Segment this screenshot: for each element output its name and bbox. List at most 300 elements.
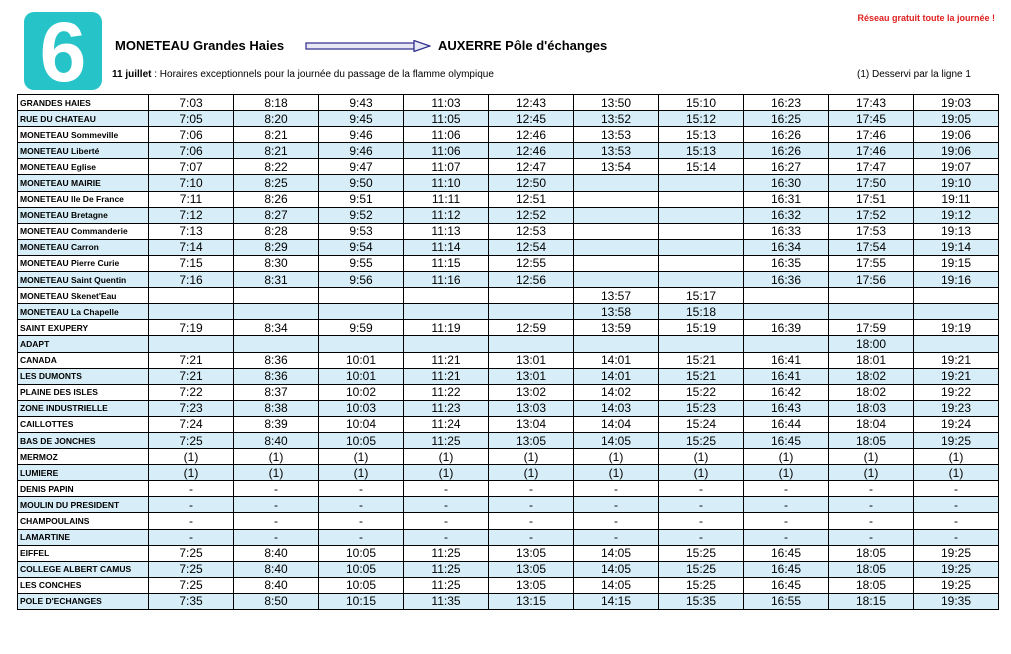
departure-time (404, 288, 489, 304)
stop-name: MONETEAU La Chapelle (18, 304, 149, 320)
timetable-row (18, 223, 999, 239)
departure-time: 14:02 (574, 384, 659, 400)
departure-time: 7:25 (149, 545, 234, 561)
departure-time (574, 255, 659, 271)
stop-name: MONETEAU Eglise (18, 159, 149, 175)
departure-time: 7:25 (149, 561, 234, 577)
departure-time (574, 336, 659, 352)
departure-time: 19:11 (914, 191, 999, 207)
stop-name: CANADA (18, 352, 149, 368)
departure-time: 9:43 (319, 95, 404, 111)
stop-name: MERMOZ (18, 449, 149, 465)
departure-time: (1) (914, 465, 999, 481)
departure-time: 16:36 (744, 272, 829, 288)
departure-time (574, 175, 659, 191)
departure-time: - (829, 529, 914, 545)
departure-time: 19:06 (914, 143, 999, 159)
departure-time: 8:21 (234, 127, 319, 143)
departure-time: 11:25 (404, 561, 489, 577)
departure-time (914, 288, 999, 304)
departure-time: 10:03 (319, 400, 404, 416)
departure-time: 11:06 (404, 143, 489, 159)
departure-time: 15:35 (659, 593, 744, 609)
departure-time: 12:50 (489, 175, 574, 191)
departure-time: - (404, 497, 489, 513)
departure-time: 18:02 (829, 384, 914, 400)
departure-time: (1) (914, 449, 999, 465)
timetable-row (18, 400, 999, 416)
departure-time: 13:58 (574, 304, 659, 320)
departure-time: 14:01 (574, 352, 659, 368)
departure-time: 16:23 (744, 95, 829, 111)
departure-time: 18:02 (829, 368, 914, 384)
departure-time: 16:41 (744, 368, 829, 384)
departure-time: 19:25 (914, 432, 999, 448)
departure-time (319, 336, 404, 352)
departure-time: 10:04 (319, 416, 404, 432)
departure-time (574, 239, 659, 255)
departure-time: 12:56 (489, 272, 574, 288)
departure-time (574, 191, 659, 207)
timetable-row (18, 368, 999, 384)
departure-time: 13:05 (489, 545, 574, 561)
departure-time: 18:05 (829, 432, 914, 448)
departure-time: 13:57 (574, 288, 659, 304)
departure-time (659, 175, 744, 191)
departure-time (744, 288, 829, 304)
departure-time: - (234, 513, 319, 529)
stop-name: MONETEAU MAIRIE (18, 175, 149, 191)
departure-time: 16:35 (744, 255, 829, 271)
departure-time: 8:27 (234, 207, 319, 223)
stop-name: ADAPT (18, 336, 149, 352)
departure-time: 15:10 (659, 95, 744, 111)
departure-time: 12:51 (489, 191, 574, 207)
departure-time: - (914, 529, 999, 545)
departure-time: 16:32 (744, 207, 829, 223)
departure-time (659, 207, 744, 223)
departure-time: 8:36 (234, 352, 319, 368)
departure-time (404, 336, 489, 352)
departure-time: 16:45 (744, 432, 829, 448)
departure-time: 15:25 (659, 545, 744, 561)
departure-time: 11:23 (404, 400, 489, 416)
stop-name: DENIS PAPIN (18, 481, 149, 497)
departure-time: 7:16 (149, 272, 234, 288)
departure-time: 17:52 (829, 207, 914, 223)
departure-time: 16:34 (744, 239, 829, 255)
departure-time (659, 272, 744, 288)
departure-time: 8:34 (234, 320, 319, 336)
note-date: 11 juillet (112, 69, 152, 80)
departure-time: 11:11 (404, 191, 489, 207)
departure-time: - (744, 497, 829, 513)
departure-time: 10:15 (319, 593, 404, 609)
departure-time: 14:05 (574, 561, 659, 577)
departure-time: 16:25 (744, 111, 829, 127)
departure-time: 15:14 (659, 159, 744, 175)
stop-name: BAS DE JONCHES (18, 432, 149, 448)
departure-time: 11:13 (404, 223, 489, 239)
departure-time (744, 336, 829, 352)
departure-time (489, 288, 574, 304)
departure-time: 19:35 (914, 593, 999, 609)
departure-time: (1) (319, 449, 404, 465)
departure-time (914, 304, 999, 320)
departure-time: 15:23 (659, 400, 744, 416)
departure-time: - (744, 481, 829, 497)
departure-time (914, 336, 999, 352)
departure-time: 7:21 (149, 368, 234, 384)
departure-time: 17:50 (829, 175, 914, 191)
departure-time: 8:29 (234, 239, 319, 255)
departure-time: - (404, 529, 489, 545)
stop-name: EIFFEL (18, 545, 149, 561)
departure-time: 14:05 (574, 432, 659, 448)
departure-time: 13:50 (574, 95, 659, 111)
origin-stop: MONETEAU Grandes Haies (115, 38, 285, 53)
timetable-row (18, 95, 999, 111)
departure-time: 13:04 (489, 416, 574, 432)
departure-time: 14:01 (574, 368, 659, 384)
departure-time: 7:11 (149, 191, 234, 207)
stop-name: MOULIN DU PRESIDENT (18, 497, 149, 513)
departure-time: 19:14 (914, 239, 999, 255)
timetable-row (18, 449, 999, 465)
departure-time: 19:10 (914, 175, 999, 191)
departure-time: 11:19 (404, 320, 489, 336)
departure-time: 7:25 (149, 577, 234, 593)
stop-name: GRANDES HAIES (18, 95, 149, 111)
stop-name: MONETEAU Commanderie (18, 223, 149, 239)
departure-time: 7:06 (149, 143, 234, 159)
departure-time: 18:00 (829, 336, 914, 352)
departure-time: (1) (149, 465, 234, 481)
departure-time: (1) (319, 465, 404, 481)
departure-time: 15:24 (659, 416, 744, 432)
departure-time: 19:24 (914, 416, 999, 432)
timetable-row (18, 384, 999, 400)
stop-name: MONETEAU Liberté (18, 143, 149, 159)
timetable-row (18, 416, 999, 432)
timetable-row (18, 239, 999, 255)
departure-time: (1) (744, 465, 829, 481)
departure-time: 13:03 (489, 400, 574, 416)
departure-time: - (489, 513, 574, 529)
departure-time: - (914, 513, 999, 529)
departure-time: 11:22 (404, 384, 489, 400)
departure-time: 7:03 (149, 95, 234, 111)
departure-time: (1) (404, 465, 489, 481)
departure-time: 19:12 (914, 207, 999, 223)
timetable (17, 94, 999, 610)
departure-time (574, 272, 659, 288)
departure-time: 13:52 (574, 111, 659, 127)
departure-time: 12:46 (489, 127, 574, 143)
departure-time: 8:39 (234, 416, 319, 432)
departure-time: - (234, 497, 319, 513)
departure-time: 8:40 (234, 561, 319, 577)
departure-time: 16:26 (744, 143, 829, 159)
departure-time: 18:01 (829, 352, 914, 368)
departure-time: 15:13 (659, 127, 744, 143)
departure-time: 17:55 (829, 255, 914, 271)
line-number: 6 (39, 5, 87, 99)
departure-time: 19:25 (914, 561, 999, 577)
departure-time: 14:03 (574, 400, 659, 416)
departure-time: - (829, 481, 914, 497)
departure-time: 14:05 (574, 577, 659, 593)
departure-time: 13:05 (489, 561, 574, 577)
timetable-row (18, 127, 999, 143)
departure-time: (1) (149, 449, 234, 465)
stop-name: RUE DU CHATEAU (18, 111, 149, 127)
departure-time: 7:05 (149, 111, 234, 127)
departure-time: 12:54 (489, 239, 574, 255)
departure-time: 17:46 (829, 143, 914, 159)
departure-time: 8:22 (234, 159, 319, 175)
stop-name: CAILLOTTES (18, 416, 149, 432)
departure-time: 7:21 (149, 352, 234, 368)
timetable-row (18, 288, 999, 304)
departure-time: 7:19 (149, 320, 234, 336)
departure-time (659, 223, 744, 239)
timetable-row (18, 207, 999, 223)
legend-note: (1) Desservi par la ligne 1 (857, 69, 971, 80)
departure-time: 11:24 (404, 416, 489, 432)
departure-time: (1) (659, 465, 744, 481)
departure-time: - (914, 481, 999, 497)
departure-time: 17:45 (829, 111, 914, 127)
departure-time: 19:16 (914, 272, 999, 288)
departure-time: 16:45 (744, 545, 829, 561)
departure-time: 16:39 (744, 320, 829, 336)
timetable-row (18, 352, 999, 368)
departure-time: 7:24 (149, 416, 234, 432)
departure-time: 10:05 (319, 432, 404, 448)
departure-time: 8:36 (234, 368, 319, 384)
departure-time: 13:59 (574, 320, 659, 336)
departure-time (234, 336, 319, 352)
departure-time: - (149, 497, 234, 513)
departure-time: 13:53 (574, 143, 659, 159)
departure-time (149, 304, 234, 320)
departure-time: 7:10 (149, 175, 234, 191)
departure-time: - (659, 513, 744, 529)
departure-time: - (319, 513, 404, 529)
departure-time: 7:14 (149, 239, 234, 255)
departure-time: 15:21 (659, 368, 744, 384)
departure-time: 12:55 (489, 255, 574, 271)
departure-time (234, 304, 319, 320)
departure-time: 19:05 (914, 111, 999, 127)
departure-time: 15:25 (659, 432, 744, 448)
timetable-row (18, 255, 999, 271)
departure-time: 15:19 (659, 320, 744, 336)
departure-time: 16:45 (744, 561, 829, 577)
departure-time: 19:15 (914, 255, 999, 271)
departure-time: 13:15 (489, 593, 574, 609)
departure-time: 9:53 (319, 223, 404, 239)
timetable-row (18, 191, 999, 207)
departure-time: (1) (829, 449, 914, 465)
departure-time: 11:21 (404, 352, 489, 368)
departure-time: 15:25 (659, 577, 744, 593)
departure-time: 11:21 (404, 368, 489, 384)
departure-time: 10:01 (319, 368, 404, 384)
departure-time: - (744, 513, 829, 529)
departure-time: 13:01 (489, 352, 574, 368)
departure-time: (1) (574, 465, 659, 481)
departure-time: 19:21 (914, 368, 999, 384)
stop-name: ZONE INDUSTRIELLE (18, 400, 149, 416)
timetable-row (18, 513, 999, 529)
departure-time: 19:23 (914, 400, 999, 416)
departure-time: - (829, 513, 914, 529)
schedule-note (112, 69, 494, 80)
stop-name: MONETEAU Pierre Curie (18, 255, 149, 271)
departure-time: 18:05 (829, 545, 914, 561)
departure-time: 9:47 (319, 159, 404, 175)
departure-time: 7:06 (149, 127, 234, 143)
departure-time: 13:54 (574, 159, 659, 175)
timetable-row (18, 304, 999, 320)
departure-time: 18:15 (829, 593, 914, 609)
departure-time: 16:43 (744, 400, 829, 416)
departure-time: (1) (489, 449, 574, 465)
departure-time: 17:43 (829, 95, 914, 111)
departure-time: 17:46 (829, 127, 914, 143)
departure-time: 9:45 (319, 111, 404, 127)
departure-time: 16:27 (744, 159, 829, 175)
departure-time: 10:05 (319, 545, 404, 561)
departure-time: - (404, 481, 489, 497)
departure-time: 13:02 (489, 384, 574, 400)
stop-name: LUMIERE (18, 465, 149, 481)
departure-time: 9:56 (319, 272, 404, 288)
departure-time: 16:30 (744, 175, 829, 191)
timetable-row (18, 561, 999, 577)
timetable-row (18, 529, 999, 545)
departure-time: 19:22 (914, 384, 999, 400)
departure-time: 8:30 (234, 255, 319, 271)
departure-time: 17:53 (829, 223, 914, 239)
departure-time: 13:53 (574, 127, 659, 143)
departure-time: 7:23 (149, 400, 234, 416)
timetable-row (18, 159, 999, 175)
departure-time: 12:59 (489, 320, 574, 336)
departure-time: 11:03 (404, 95, 489, 111)
free-network-notice: Réseau gratuit toute la journée ! (857, 13, 995, 23)
departure-time: 8:25 (234, 175, 319, 191)
departure-time: 12:47 (489, 159, 574, 175)
departure-time: 16:42 (744, 384, 829, 400)
departure-time: 10:05 (319, 561, 404, 577)
note-text: : Horaires exceptionnels pour la journée du passage de la flamme olympique (151, 69, 494, 80)
departure-time: 19:19 (914, 320, 999, 336)
departure-time: - (319, 481, 404, 497)
departure-time: 15:21 (659, 352, 744, 368)
departure-time: 11:25 (404, 545, 489, 561)
departure-time: (1) (234, 449, 319, 465)
departure-time: 11:14 (404, 239, 489, 255)
stop-name: PLAINE DES ISLES (18, 384, 149, 400)
departure-time: (1) (234, 465, 319, 481)
departure-time: 8:28 (234, 223, 319, 239)
departure-time (744, 304, 829, 320)
departure-time: 15:12 (659, 111, 744, 127)
departure-time: 10:01 (319, 352, 404, 368)
stop-name: MONETEAU Carron (18, 239, 149, 255)
departure-time: - (319, 497, 404, 513)
departure-time (149, 288, 234, 304)
departure-time (574, 207, 659, 223)
departure-time: 9:51 (319, 191, 404, 207)
departure-time: 11:07 (404, 159, 489, 175)
departure-time: - (149, 481, 234, 497)
departure-time: 15:17 (659, 288, 744, 304)
departure-time: 11:25 (404, 577, 489, 593)
destination-stop: AUXERRE Pôle d'échanges (438, 38, 608, 53)
departure-time: 17:59 (829, 320, 914, 336)
departure-time: 8:18 (234, 95, 319, 111)
departure-time: 10:05 (319, 577, 404, 593)
departure-time: 8:31 (234, 272, 319, 288)
stop-name: MONETEAU Bretagne (18, 207, 149, 223)
departure-time: - (659, 497, 744, 513)
departure-time: 18:05 (829, 577, 914, 593)
departure-time: - (149, 513, 234, 529)
stop-name: LAMARTINE (18, 529, 149, 545)
departure-time: - (574, 481, 659, 497)
departure-time: 16:55 (744, 593, 829, 609)
departure-time: 18:04 (829, 416, 914, 432)
departure-time: 12:46 (489, 143, 574, 159)
departure-time: 7:12 (149, 207, 234, 223)
timetable-row (18, 481, 999, 497)
departure-time: 17:54 (829, 239, 914, 255)
departure-time (659, 239, 744, 255)
stop-name: LES CONCHES (18, 577, 149, 593)
departure-time: 19:13 (914, 223, 999, 239)
departure-time: 16:44 (744, 416, 829, 432)
departure-time: 11:35 (404, 593, 489, 609)
departure-time: 8:50 (234, 593, 319, 609)
departure-time: 15:22 (659, 384, 744, 400)
departure-time (489, 336, 574, 352)
departure-time: 9:55 (319, 255, 404, 271)
departure-time: 12:52 (489, 207, 574, 223)
departure-time: - (489, 497, 574, 513)
departure-time: 9:54 (319, 239, 404, 255)
departure-time: 9:50 (319, 175, 404, 191)
stop-name: MONETEAU Sommeville (18, 127, 149, 143)
departure-time: (1) (659, 449, 744, 465)
departure-time: 8:40 (234, 432, 319, 448)
departure-time (829, 304, 914, 320)
departure-time: 8:26 (234, 191, 319, 207)
departure-time: - (404, 513, 489, 529)
departure-time: 11:05 (404, 111, 489, 127)
departure-time: 19:25 (914, 545, 999, 561)
departure-time: 19:06 (914, 127, 999, 143)
departure-time: 9:52 (319, 207, 404, 223)
departure-time (319, 288, 404, 304)
departure-time: 17:51 (829, 191, 914, 207)
departure-time: 7:35 (149, 593, 234, 609)
departure-time (234, 288, 319, 304)
departure-time: 12:43 (489, 95, 574, 111)
